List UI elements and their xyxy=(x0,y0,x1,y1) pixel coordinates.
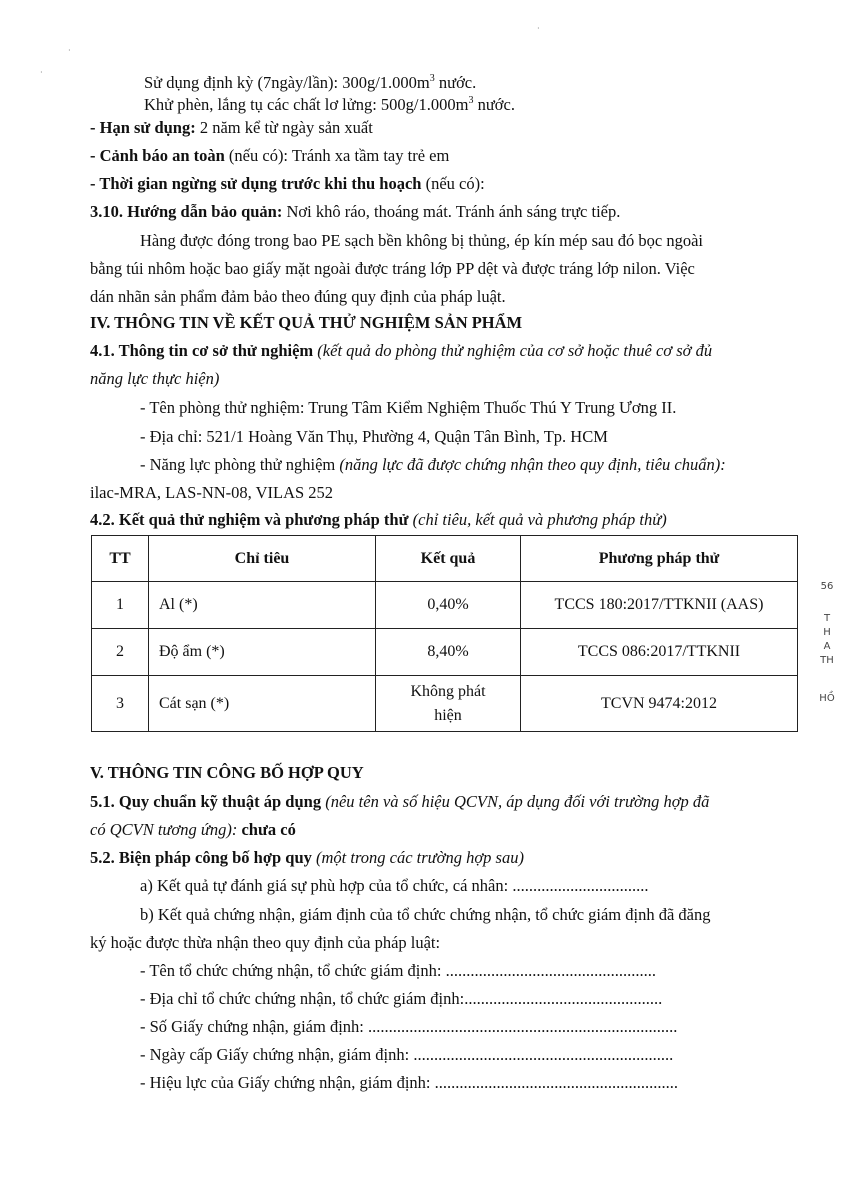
option-a: a) Kết quả tự đánh giá sự phù hợp của tổ chức, cá nhân: ................................. xyxy=(140,876,649,895)
section-4-2-heading: 4.2. Kết quả thử nghiệm và phương pháp thử (chỉ tiêu, kết quả và phương pháp thử) xyxy=(90,510,667,529)
scan-speck: · xyxy=(68,46,71,55)
stamp-text: HỒ xyxy=(819,693,835,704)
usage-alum: Khử phèn, lắng tụ các chất lơ lửng: $500g/1.000m^3$ nước. xyxy=(144,94,515,114)
section-4-1-note: năng lực thực hiện) xyxy=(90,369,220,388)
column-header-method: Phương pháp thử xyxy=(521,536,798,582)
field-validity: - Hiệu lực của Giấy chứng nhận, giám định: ........................................................... xyxy=(140,1073,679,1092)
section-4-heading: IV. THÔNG TIN VỀ KẾT QUẢ THỬ NGHIỆM SẢN PHẨM xyxy=(90,313,523,332)
table-header-row xyxy=(92,536,798,582)
section-5-heading: V. THÔNG TIN CÔNG BỐ HỢP QUY xyxy=(90,763,364,782)
lab-name: - Tên phòng thử nghiệm: Trung Tâm Kiểm Nghiệm Thuốc Thú Y Trung Ương II. xyxy=(140,398,677,417)
column-header-result: Kết quả xyxy=(376,536,521,582)
table-row xyxy=(92,582,798,629)
stamp-text: TH xyxy=(820,655,834,666)
lab-address: - Địa chỉ: 521/1 Hoàng Văn Thụ, Phường 4, Quận Tân Bình, Tp. HCM xyxy=(140,427,608,446)
cell-result: 0,40% xyxy=(376,582,521,629)
cell-tt: 1 xyxy=(92,582,149,629)
cell-criterion: Độ ẩm (*) xyxy=(149,629,376,676)
scan-speck: · xyxy=(537,24,540,33)
cell-method: TCVN 9474:2012 xyxy=(521,676,798,732)
safety-warning: - Cảnh báo an toàn (nếu có): Tránh xa tầm tay trẻ em xyxy=(90,146,450,165)
withdrawal-period: - Thời gian ngừng sử dụng trước khi thu hoạch (nếu có): xyxy=(90,174,485,193)
option-b-continued: ký hoặc được thừa nhận theo quy định của pháp luật: xyxy=(90,933,441,952)
lab-capacity: - Năng lực phòng thử nghiệm (năng lực đã được chứng nhận theo quy định, tiêu chuẩn): xyxy=(140,455,726,474)
cell-result-line: hiện xyxy=(434,706,462,724)
margin-stamp-fragment xyxy=(812,580,842,706)
storage-paragraph-line: dán nhãn sản phẩm đảm bảo theo đúng quy định của pháp luật. xyxy=(90,287,506,306)
section-4-1-heading: 4.1. Thông tin cơ sở thử nghiệm (kết quả do phòng thử nghiệm của cơ sở hoặc thuê cơ sở đủ xyxy=(90,341,713,360)
cell-criterion: Al (*) xyxy=(149,582,376,629)
cell-result-line: Không phát xyxy=(410,682,486,700)
stamp-text: 56 xyxy=(820,581,834,592)
scan-speck: · xyxy=(40,68,43,77)
stamp-text: T xyxy=(823,613,831,624)
cell-tt: 3 xyxy=(92,676,149,732)
shelf-life: - Hạn sử dụng: 2 năm kể từ ngày sản xuất xyxy=(90,118,373,137)
stamp-text: H xyxy=(823,627,831,638)
column-header-tt: TT xyxy=(92,536,149,582)
test-results-table xyxy=(91,535,798,732)
cell-method: TCCS 086:2017/TTKNII xyxy=(521,629,798,676)
column-header-criterion: Chỉ tiêu xyxy=(149,536,376,582)
field-org-name: - Tên tổ chức chứng nhận, tổ chức giám định: ................................................... xyxy=(140,961,656,980)
section-5-2-heading: 5.2. Biện pháp công bố hợp quy (một trong các trường hợp sau) xyxy=(90,848,524,867)
usage-periodic: Sử dụng định kỳ (7ngày/lần): $300g/1.000m^3$ nước. xyxy=(144,72,477,92)
cell-result: 8,40% xyxy=(376,629,521,676)
cell-criterion: Cát sạn (*) xyxy=(149,676,376,732)
storage-instructions: 3.10. Hướng dẫn bảo quản: Nơi khô ráo, thoáng mát. Tránh ánh sáng trực tiếp. xyxy=(90,202,621,221)
cell-tt: 2 xyxy=(92,629,149,676)
option-b: b) Kết quả chứng nhận, giám định của tổ chức chứng nhận, tổ chức giám định đã đăng xyxy=(140,905,711,924)
lab-accreditation: ilac-MRA, LAS-NN-08, VILAS 252 xyxy=(90,483,334,502)
cell-method: TCCS 180:2017/TTKNII (AAS) xyxy=(521,582,798,629)
field-cert-number: - Số Giấy chứng nhận, giám định: ........................................................................... xyxy=(140,1017,678,1036)
field-issue-date: - Ngày cấp Giấy chứng nhận, giám định: ............................................................... xyxy=(140,1045,674,1064)
section-5-1-value: có QCVN tương ứng): chưa có xyxy=(90,820,296,839)
section-5-1-heading: 5.1. Quy chuẩn kỹ thuật áp dụng (nêu tên và số hiệu QCVN, áp dụng đối với trường hợp đã xyxy=(90,792,710,811)
storage-paragraph-line: Hàng được đóng trong bao PE sạch bền không bị thủng, ép kín mép sau đó bọc ngoài xyxy=(140,231,703,250)
table-row xyxy=(92,676,798,732)
storage-paragraph-line: bằng túi nhôm hoặc bao giấy mặt ngoài được tráng lớp PP dệt và được tráng lớp nilon. Việc xyxy=(90,259,695,278)
stamp-text: A xyxy=(823,641,831,652)
field-org-address: - Địa chỉ tổ chức chứng nhận, tổ chức giám định:................................................ xyxy=(140,989,663,1008)
cell-result xyxy=(376,676,521,732)
table-row xyxy=(92,629,798,676)
